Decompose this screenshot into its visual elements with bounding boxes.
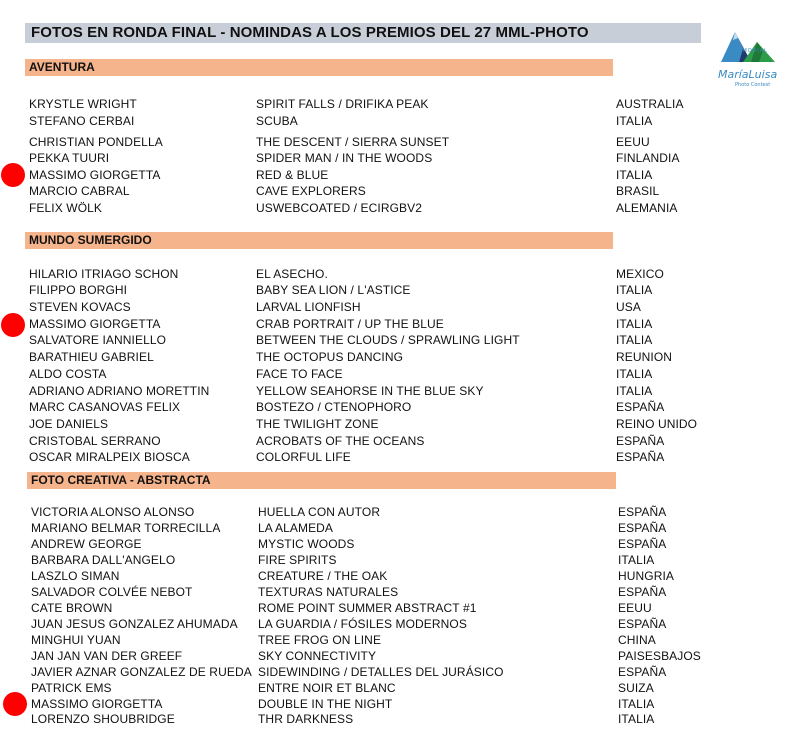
photographer-name: LORENZO SHOUBRIDGE (31, 712, 175, 726)
photo-title: SKY CONNECTIVITY (258, 649, 377, 663)
photo-title: CRAB PORTRAIT / UP THE BLUE (256, 317, 444, 331)
photographer-name: MARIANO BELMAR TORRECILLA (31, 521, 221, 535)
table-row (0, 184, 800, 200)
table-row (0, 569, 800, 585)
page-title: FOTOS EN RONDA FINAL - NOMINDAS A LOS PREMIOS DEL 27 MML-PHOTO (31, 24, 589, 41)
country: ITALIA (616, 367, 653, 381)
photographer-name: FILIPPO BORGHI (29, 283, 128, 297)
photo-title: SPIDER MAN / IN THE WOODS (256, 151, 433, 165)
photo-title: LA ALAMEDA (258, 521, 334, 535)
country: ESPAÑA (618, 537, 667, 551)
title-bar (25, 23, 701, 43)
country: ITALIA (616, 333, 653, 347)
red-marker-dot (1, 313, 25, 337)
country: ITALIA (616, 114, 653, 128)
table-row (0, 367, 800, 383)
photo-title: CAVE EXPLORERS (256, 184, 366, 198)
red-marker-dot (3, 692, 27, 716)
photographer-name: JAVIER AZNAR GONZALEZ DE RUEDA (31, 665, 252, 679)
table-row (0, 151, 800, 167)
country: REINO UNIDO (616, 417, 698, 431)
photographer-name: SALVATORE IANNIELLO (29, 333, 167, 347)
country: REUNION (616, 350, 673, 364)
photographer-name: VICTORIA ALONSO ALONSO (31, 505, 195, 519)
photo-title: CREATURE / THE OAK (258, 569, 388, 583)
section-title: FOTO CREATIVA - ABSTRACTA (31, 473, 211, 487)
photo-title: BETWEEN THE CLOUDS / SPRAWLING LIGHT (256, 333, 520, 347)
photographer-name: MASSIMO GIORGETTA (29, 168, 161, 182)
table-row (0, 300, 800, 316)
photographer-name: MASSIMO GIORGETTA (29, 317, 161, 331)
country: ESPAÑA (618, 585, 667, 599)
photographer-name: JUAN JESUS GONZALEZ AHUMADA (31, 617, 238, 631)
country: EEUU (618, 601, 652, 615)
photo-title: SIDEWINDING / DETALLES DEL JURÁSICO (258, 665, 504, 679)
table-row (0, 333, 800, 349)
section-title: MUNDO SUMERGIDO (29, 233, 152, 247)
table-row (0, 617, 800, 633)
table-row (0, 267, 800, 283)
country: SUIZA (618, 681, 654, 695)
table-row (0, 384, 800, 400)
photo-title: HUELLA CON AUTOR (258, 505, 381, 519)
country: ESPAÑA (618, 505, 667, 519)
photo-title: COLORFUL LIFE (256, 450, 351, 464)
photo-title: THE DESCENT / SIERRA SUNSET (256, 135, 450, 149)
country: ESPAÑA (616, 434, 665, 448)
photo-title: USWEBCOATED / ECIRGBV2 (256, 201, 423, 215)
logo-name-text: MaríaLuisa (718, 68, 778, 81)
photo-title: ROME POINT SUMMER ABSTRACT #1 (258, 601, 477, 615)
table-row (0, 649, 800, 665)
country: ESPAÑA (616, 450, 665, 464)
section-header-foto-creativa (27, 472, 616, 489)
table-row (0, 114, 800, 130)
country: AUSTRALIA (616, 97, 684, 111)
photographer-name: MASSIMO GIORGETTA (31, 697, 163, 711)
table-row (0, 434, 800, 450)
country: ITALIA (618, 553, 655, 567)
country: ITALIA (616, 317, 653, 331)
photographer-name: JOE DANIELS (29, 417, 109, 431)
logo-memorial-text: MEMORIAL (733, 48, 768, 54)
photo-title: EL ASECHO. (256, 267, 328, 281)
country: ITALIA (616, 384, 653, 398)
table-row (0, 537, 800, 553)
photo-title: LA GUARDIA / FÓSILES MODERNOS (258, 617, 467, 631)
photo-title: THE TWILIGHT ZONE (256, 417, 379, 431)
country: CHINA (618, 633, 656, 647)
photo-title: THR DARKNESS (258, 712, 354, 726)
table-row (0, 601, 800, 617)
photo-title: MYSTIC WOODS (258, 537, 355, 551)
table-row (0, 168, 800, 184)
photo-title: ENTRE NOIR ET BLANC (258, 681, 396, 695)
table-row (0, 400, 800, 416)
photographer-name: STEFANO CERBAI (29, 114, 135, 128)
section-header-mundo-sumergido (25, 232, 613, 249)
section-header-aventura (25, 59, 613, 76)
country: ITALIA (616, 168, 653, 182)
photo-title: FACE TO FACE (256, 367, 343, 381)
table-row (0, 505, 800, 521)
photo-title: ACROBATS OF THE OCEANS (256, 434, 425, 448)
photographer-name: KRYSTLE WRIGHT (29, 97, 137, 111)
table-row (0, 521, 800, 537)
table-row (0, 697, 800, 713)
photo-title: TEXTURAS NATURALES (258, 585, 399, 599)
photographer-name: ALDO COSTA (29, 367, 107, 381)
photo-title: THE OCTOPUS DANCING (256, 350, 404, 364)
country: BRASIL (616, 184, 660, 198)
photographer-name: HILARIO ITRIAGO SCHON (29, 267, 179, 281)
photo-title: SCUBA (256, 114, 298, 128)
country: MEXICO (616, 267, 664, 281)
table-row (0, 350, 800, 366)
country: ITALIA (618, 697, 655, 711)
table-row (0, 97, 800, 113)
photo-title: BABY SEA LION / L'ASTICE (256, 283, 411, 297)
photographer-name: OSCAR MIRALPEIX BIOSCA (29, 450, 190, 464)
table-row (0, 201, 800, 217)
country: ESPAÑA (618, 521, 667, 535)
red-marker-dot (1, 163, 25, 187)
photographer-name: MARCIO CABRAL (29, 184, 130, 198)
country: HUNGRIA (618, 569, 675, 583)
country: PAISESBAJOS (618, 649, 701, 663)
country: ALEMANIA (616, 201, 678, 215)
country: ITALIA (616, 283, 653, 297)
photo-title: BOSTEZO / CTENOPHORO (256, 400, 412, 414)
table-row (0, 585, 800, 601)
logo-subtitle-text: Photo Contest (735, 82, 771, 88)
photographer-name: JAN JAN VAN DER GREEF (31, 649, 183, 663)
photo-title: DOUBLE IN THE NIGHT (258, 697, 393, 711)
photographer-name: BARBARA DALL'ANGELO (31, 553, 176, 567)
photographer-name: CRISTOBAL SERRANO (29, 434, 161, 448)
country: ITALIA (618, 712, 655, 726)
photographer-name: CATE BROWN (31, 601, 113, 615)
country: ESPAÑA (618, 617, 667, 631)
photo-title: SPIRIT FALLS / DRIFIKA PEAK (256, 97, 429, 111)
table-row (0, 712, 800, 728)
country: USA (616, 300, 641, 314)
photo-title: FIRE SPIRITS (258, 553, 337, 567)
section-title: AVENTURA (29, 60, 95, 74)
table-row (0, 450, 800, 466)
photographer-name: BARATHIEU GABRIEL (29, 350, 154, 364)
photographer-name: LASZLO SIMAN (31, 569, 120, 583)
country: FINLANDIA (616, 151, 680, 165)
table-row (0, 317, 800, 333)
photo-title: RED & BLUE (256, 168, 329, 182)
photographer-name: CHRISTIAN PONDELLA (29, 135, 163, 149)
photographer-name: SALVADOR COLVÉE NEBOT (31, 585, 193, 599)
country: ESPAÑA (618, 665, 667, 679)
table-row (0, 553, 800, 569)
photographer-name: MINGHUI YUAN (31, 633, 121, 647)
photographer-name: STEVEN KOVACS (29, 300, 131, 314)
photographer-name: PATRICK EMS (31, 681, 112, 695)
photo-title: TREE FROG ON LINE (258, 633, 382, 647)
table-row (0, 283, 800, 299)
photo-title: LARVAL LIONFISH (256, 300, 361, 314)
photographer-name: FELIX WÖLK (29, 201, 103, 215)
photo-title: YELLOW SEAHORSE IN THE BLUE SKY (256, 384, 484, 398)
photographer-name: MARC CASANOVAS FELIX (29, 400, 181, 414)
table-row (0, 417, 800, 433)
photographer-name: ADRIANO ADRIANO MORETTIN (29, 384, 210, 398)
photographer-name: PEKKA TUURI (29, 151, 110, 165)
table-row (0, 135, 800, 151)
photographer-name: ANDREW GEORGE (31, 537, 142, 551)
table-row (0, 633, 800, 649)
table-row (0, 681, 800, 697)
country: EEUU (616, 135, 650, 149)
table-row (0, 665, 800, 681)
country: ESPAÑA (616, 400, 665, 414)
